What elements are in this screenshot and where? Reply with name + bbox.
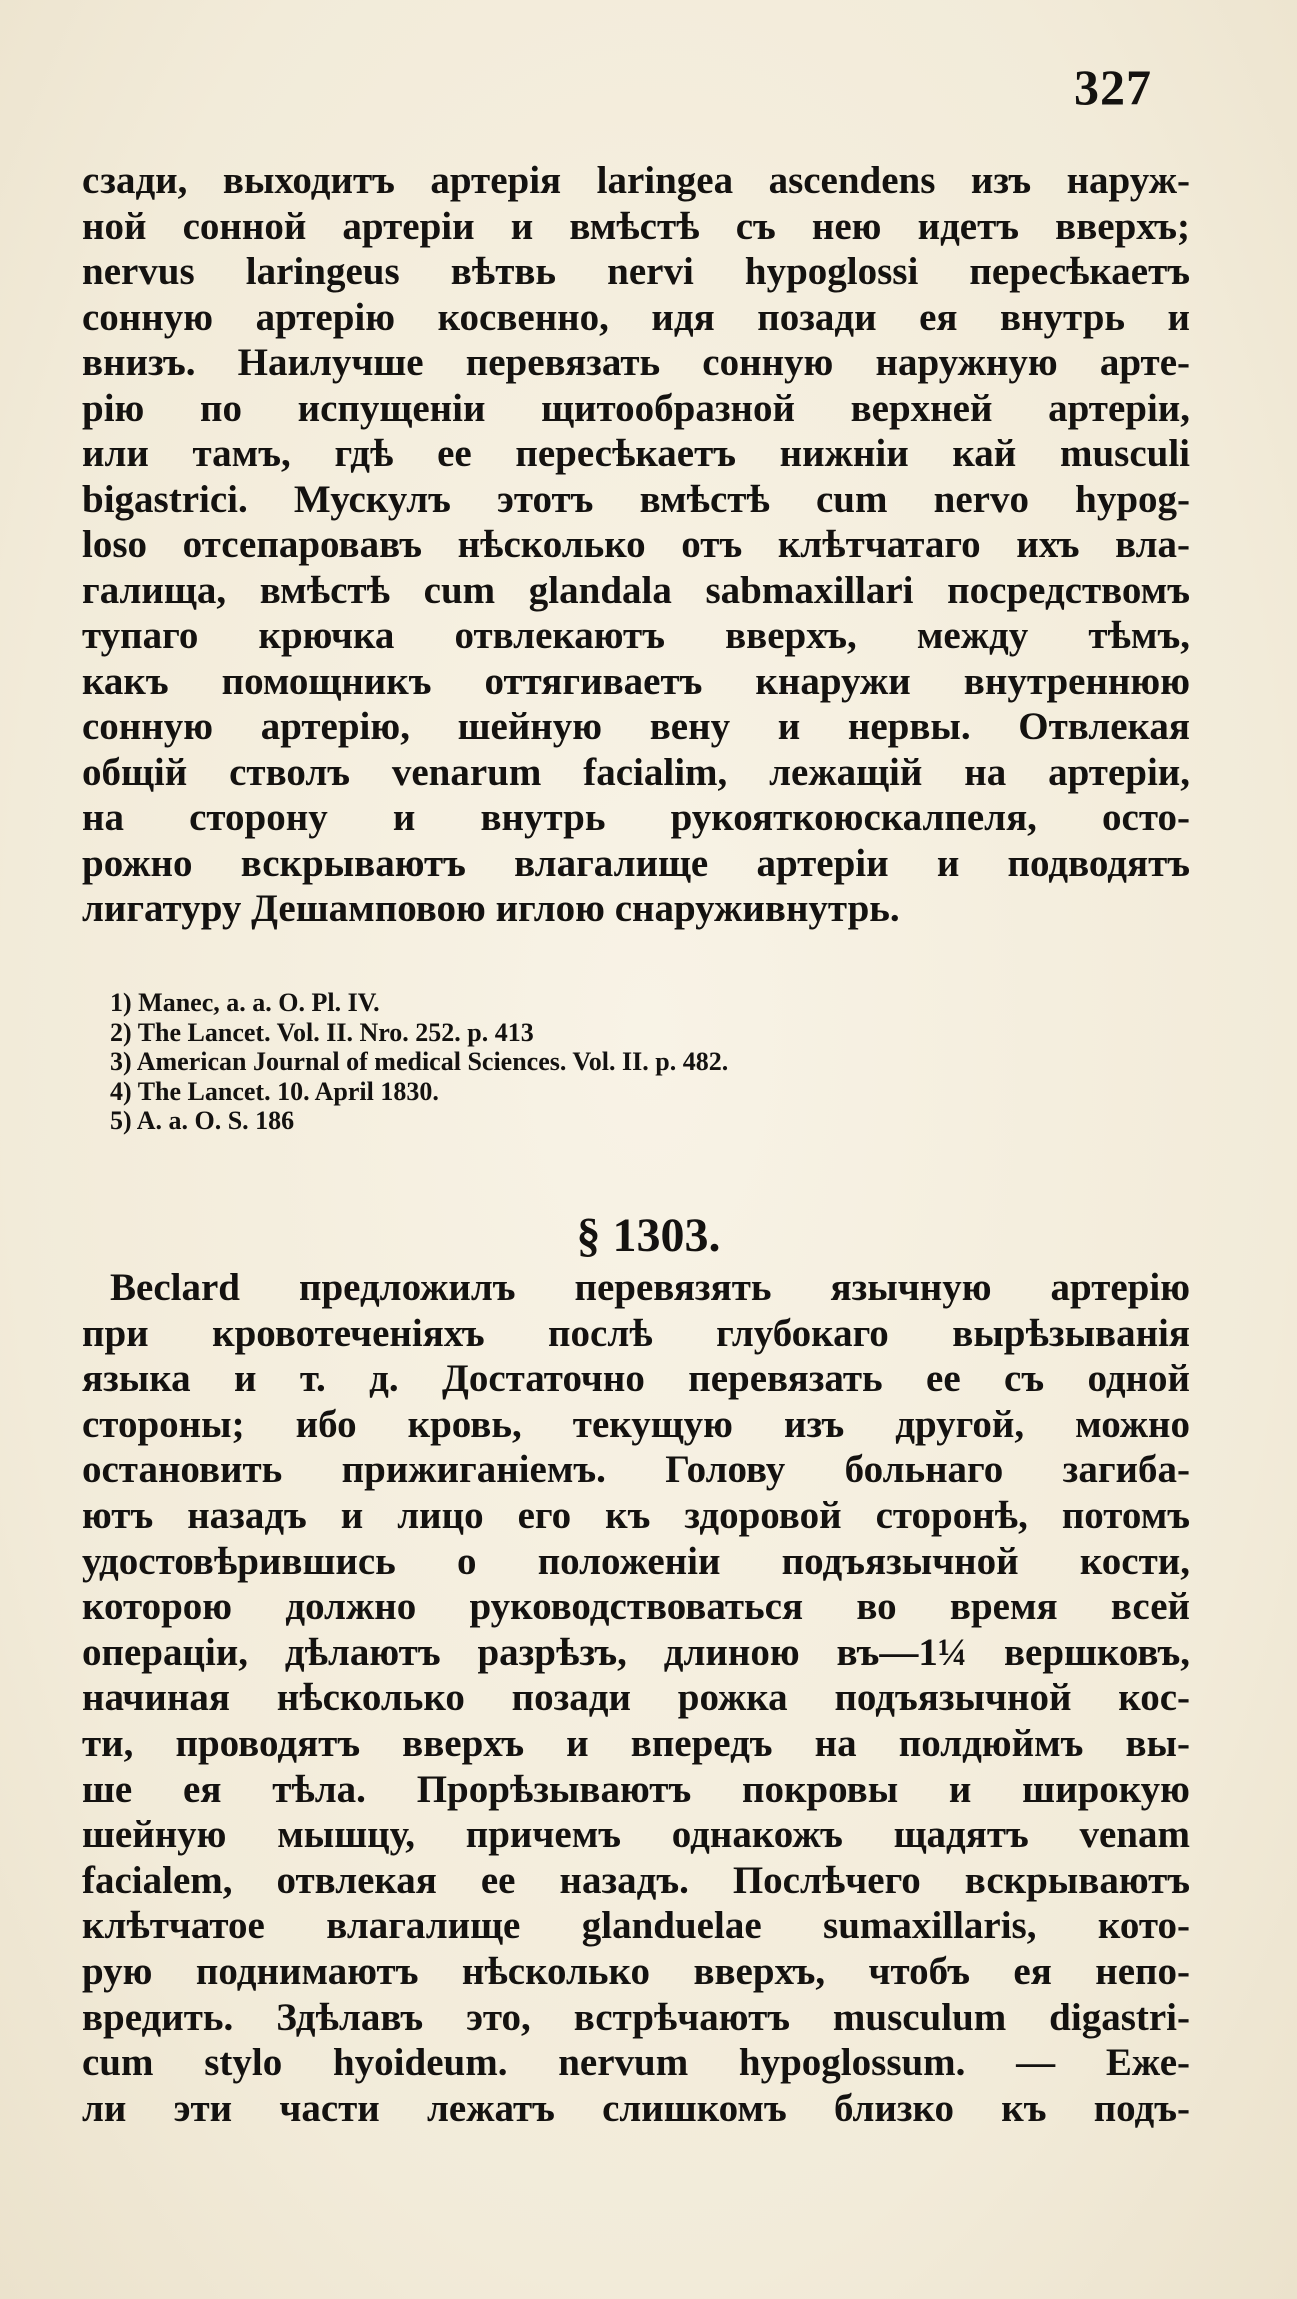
text-line: при кровотеченіяхъ послѣ глубокаго вырѣзыванія bbox=[82, 1311, 1190, 1355]
text-line: языка и т. д. Достаточно перевязать ее съ одной bbox=[82, 1357, 1190, 1401]
text-line: Beclard предложилъ перевязять язычную артерію bbox=[110, 1266, 1190, 1309]
text-line: остановить прижиганіемъ. Голову больнаго загиба- bbox=[82, 1448, 1190, 1492]
footnote: 1) Manec, a. a. O. Pl. IV. bbox=[110, 988, 380, 1017]
text-line: лигатуру Дешамповою иглою снаруживнутрь. bbox=[82, 887, 900, 930]
text-line: ли эти части лежатъ слишкомъ близко къ подъ- bbox=[82, 2086, 1190, 2130]
section-paragraph bbox=[82, 1265, 1190, 2131]
text-line: сонную артерію косвенно, идя позади ея внутрь и bbox=[82, 295, 1190, 339]
text-line: ной сонной артеріи и вмѣстѣ съ нею идетъ вверхъ; bbox=[82, 204, 1190, 248]
text-line: ютъ назадъ и лицо его къ здоровой сторонѣ, потомъ bbox=[82, 1493, 1190, 1537]
text-line: сзади, выходитъ артерія laringea ascendens изъ наруж- bbox=[82, 159, 1190, 202]
text-line: галища, вмѣстѣ cum glandala sabmaxillari посредствомъ bbox=[82, 568, 1190, 612]
text-line: стороны; ибо кровь, текущую изъ другой, можно bbox=[82, 1402, 1190, 1446]
text-line: которою должно руководствоваться во время всей bbox=[82, 1585, 1190, 1629]
footnote: 3) American Journal of medical Sciences. Vol. II. p. 482. bbox=[110, 1047, 729, 1076]
text-line: ти, проводятъ вверхъ и впередъ на полдюймъ вы- bbox=[82, 1721, 1190, 1765]
page-number: 327 bbox=[1074, 59, 1152, 115]
text-line: рую поднимаютъ нѣсколько вверхъ, чтобъ ея непо- bbox=[82, 1949, 1190, 1993]
text-line: начиная нѣсколько позади рожка подъязычной кос- bbox=[82, 1676, 1190, 1720]
text-line: вредить. Здѣлавъ это, встрѣчаютъ musculum digastri- bbox=[82, 1995, 1190, 2039]
text-line: какъ помощникъ оттягиваетъ кнаружи внутреннюю bbox=[82, 659, 1190, 703]
text-line: сонную артерію, шейную вену и нервы. Отвлекая bbox=[82, 705, 1190, 748]
footnote: 2) The Lancet. Vol. II. Nro. 252. p. 413 bbox=[110, 1017, 534, 1047]
text-line: тупаго крючка отвлекаютъ вверхъ, между тѣмъ, bbox=[82, 614, 1190, 657]
text-line: ше ея тѣла. Прорѣзываютъ покровы и широкую bbox=[82, 1767, 1190, 1811]
paragraph-continuation bbox=[82, 158, 1190, 932]
text-line: общій стволъ venarum facialim, лежащій на артеріи, bbox=[82, 750, 1190, 794]
text-line: bigastrici. Мускулъ этотъ вмѣстѣ cum nervo hypog- bbox=[82, 477, 1190, 521]
footnote: 4) The Lancet. 10. April 1830. bbox=[110, 1076, 439, 1106]
text-line: loso отсепаровавъ нѣсколько отъ клѣтчатаго ихъ вла- bbox=[82, 523, 1190, 566]
text-line: cum stylo hyoideum. nervum hypoglossum. — Еже- bbox=[82, 2041, 1190, 2085]
text-line: удостовѣрившись о положеніи подъязычной кости, bbox=[82, 1539, 1190, 1583]
text-line: операціи, дѣлаютъ разрѣзъ, длиною въ—1¼ вершковъ, bbox=[82, 1630, 1190, 1674]
text-line: клѣтчатое влагалище glanduelae sumaxillaris, кото- bbox=[82, 1904, 1190, 1948]
text-line: или тамъ, гдѣ ее пересѣкаетъ нижніи кай musculi bbox=[82, 432, 1190, 475]
text-line: на сторону и внутрь рукояткоюскалпеля, осто- bbox=[82, 796, 1190, 839]
text-line: внизъ. Наилучше перевязать сонную наружную арте- bbox=[82, 341, 1190, 384]
text-line: facialem, отвлекая ее назадъ. Послѣчего вскрываютъ bbox=[82, 1858, 1190, 1902]
text-line: nervus laringeus вѣтвь nervi hypoglossi пересѣкаетъ bbox=[82, 250, 1190, 293]
section-heading: § 1303. bbox=[576, 1209, 721, 1262]
text-line: рію по испущеніи щитообразной верхней артеріи, bbox=[82, 386, 1190, 430]
text-line: рожно вскрываютъ влагалище артеріи и подводятъ bbox=[82, 841, 1190, 885]
footnote: 5) A. a. O. S. 186 bbox=[110, 1106, 295, 1135]
text-line: шейную мышцу, причемъ однакожъ щадятъ venam bbox=[82, 1813, 1190, 1857]
footnotes bbox=[110, 988, 1110, 1136]
